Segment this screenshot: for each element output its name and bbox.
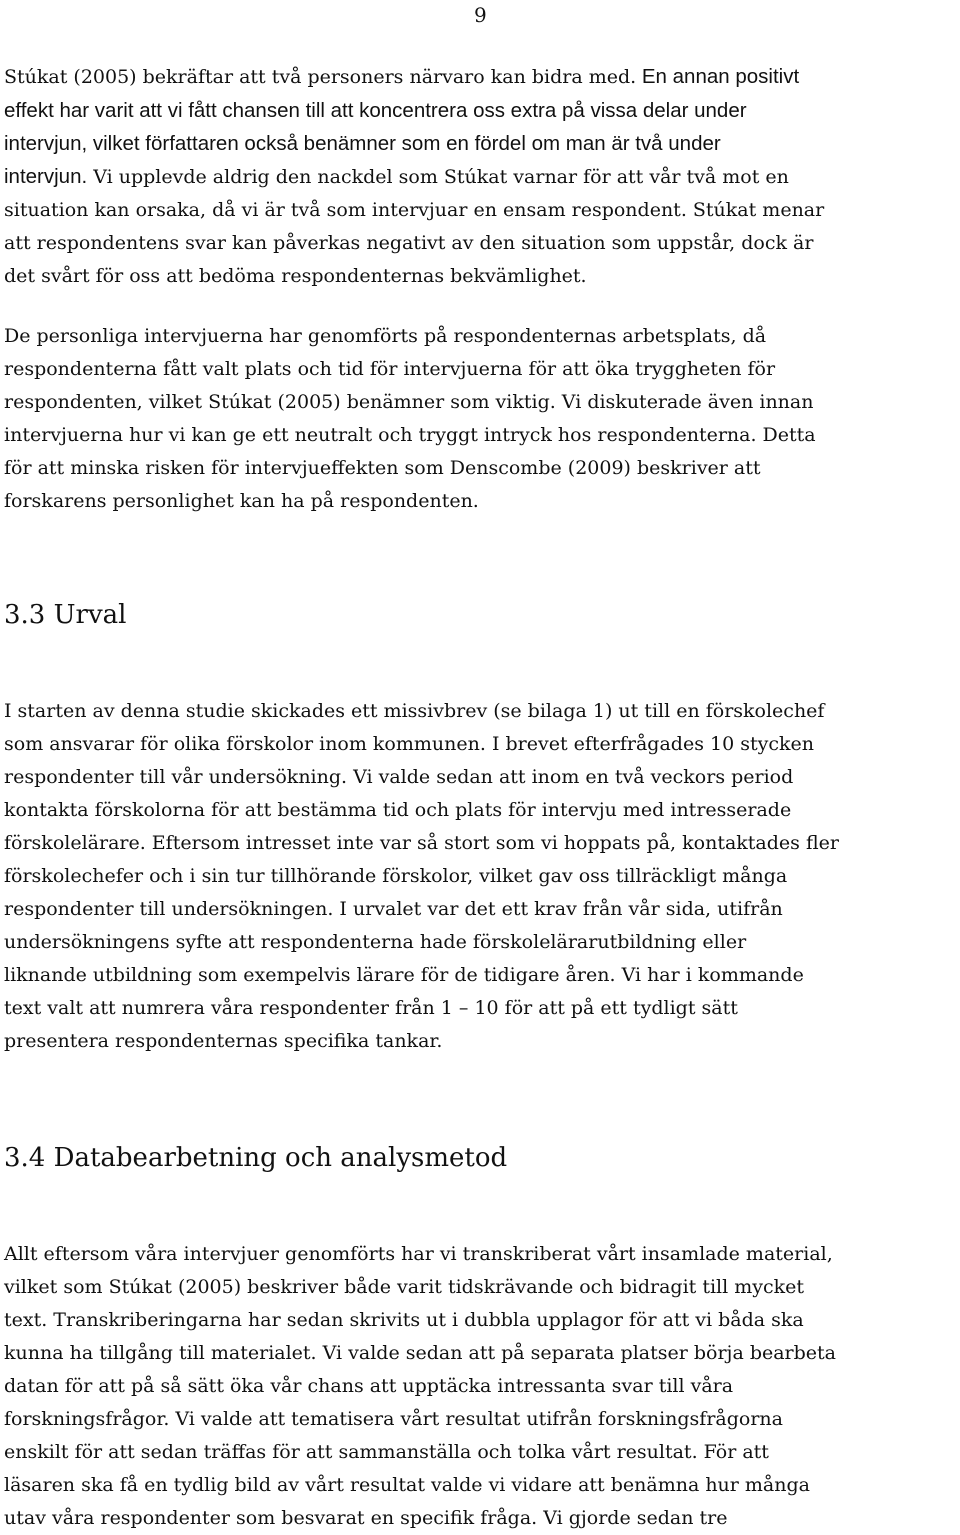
text-run: Stúkat (2005) bekräftar att två personers närvaro kan bidra med. [4,66,637,88]
paragraph-line: situation kan orsaka, då vi är två som intervjuar en ensam respondent. Stúkat menar [4,199,825,221]
paragraph-line: utav våra respondenter som besvarat en specifik fråga. Vi gjorde sedan tre [4,1507,728,1529]
paragraph-line: text. Transkriberingarna har sedan skrivits ut i dubbla upplagor för att vi båda ska [4,1309,804,1331]
paragraph-line [4,60,960,94]
paragraph-databearbetning [4,1238,960,1535]
paragraph-line: förskolechefer och i sin tur tillhörande förskolor, vilket gav oss tillräckligt många [4,865,788,887]
paragraph-line: liknande utbildning som exempelvis lärare för de tidigare åren. Vi har i kommande [4,964,804,986]
paragraph-line: forskningsfrågor. Vi valde att tematisera vårt resultat utifrån forskningsfrågorna [4,1408,783,1430]
paragraph-line: effekt har varit att vi fått chansen till att koncentrera oss extra på vissa delar under [4,99,747,122]
paragraph-line: intervjun, vilket författaren också benämner som en fördel om man är två under [4,132,721,155]
paragraph-line: respondenterna fått valt plats och tid för intervjuerna för att öka tryggheten för [4,358,776,380]
text-run: En annan positivt [636,65,800,88]
paragraph-line: kunna ha tillgång till materialet. Vi valde sedan att på separata platser börja bearbeta [4,1342,837,1364]
paragraph-interviews [4,320,960,518]
paragraph-line: respondenter till vår undersökning. Vi valde sedan att inom en två veckors period [4,766,794,788]
paragraph-line: text valt att numrera våra respondenter från 1 – 10 för att på ett tydligt sätt [4,997,738,1019]
section-heading-urval: 3.3 Urval [4,600,127,630]
paragraph-line: respondenten, vilket Stúkat (2005) benämner som viktig. Vi diskuterade även innan [4,391,814,413]
paragraph-line: I starten av denna studie skickades ett missivbrev (se bilaga 1) ut till en förskolechef [4,700,825,722]
text-run: intervjun. [4,165,88,188]
paragraph-line: som ansvarar för olika förskolor inom kommunen. I brevet efterfrågades 10 stycken [4,733,814,755]
paragraph-line: undersökningens syfte att respondenterna hade förskolelärarutbildning eller [4,931,747,953]
paragraph-line: det svårt för oss att bedöma respondenternas bekvämlighet. [4,265,587,287]
paragraph-line: datan för att på så sätt öka vår chans att upptäcka intressanta svar till våra [4,1375,734,1397]
text-run: Vi upplevde aldrig den nackdel som Stúkat varnar för att vår två mot en [87,166,789,188]
paragraph-line: för att minska risken för intervjueffekten som Denscombe (2009) beskriver att [4,457,761,479]
paragraph-line: enskilt för att sedan träffas för att sammanställa och tolka vårt resultat. För att [4,1441,769,1463]
paragraph-line: att respondentens svar kan påverkas negativt av den situation som uppstår, dock är [4,232,814,254]
page-number: 9 [474,3,487,27]
paragraph-line: förskolelärare. Eftersom intresset inte var så stort som vi hoppats på, kontaktades fler [4,832,839,854]
paragraph-line: forskarens personlighet kan ha på respondenten. [4,490,479,512]
paragraph-line: vilket som Stúkat (2005) beskriver både varit tidskrävande och bidragit till mycket [4,1276,805,1298]
paragraph-line: De personliga intervjuerna har genomförts på respondenternas arbetsplats, då [4,325,767,347]
section-heading-databearbetning: 3.4 Databearbetning och analysmetod [4,1143,508,1173]
paragraph-line: Allt eftersom våra intervjuer genomförts har vi transkriberat vårt insamlade material, [4,1243,833,1265]
paragraph-line: kontakta förskolorna för att bestämma tid och plats för intervju med intresserade [4,799,792,821]
paragraph-line: intervjuerna hur vi kan ge ett neutralt och tryggt intryck hos respondenterna. Detta [4,424,816,446]
paragraph-intro [4,60,960,293]
paragraph-line: respondenter till undersökningen. I urvalet var det ett krav från vår sida, utifrån [4,898,783,920]
paragraph-line [4,160,960,194]
paragraph-line: presentera respondenternas specifika tankar. [4,1030,443,1052]
paragraph-urval [4,695,960,1058]
paragraph-line: läsaren ska få en tydlig bild av vårt resultat valde vi vidare att benämna hur många [4,1474,810,1496]
